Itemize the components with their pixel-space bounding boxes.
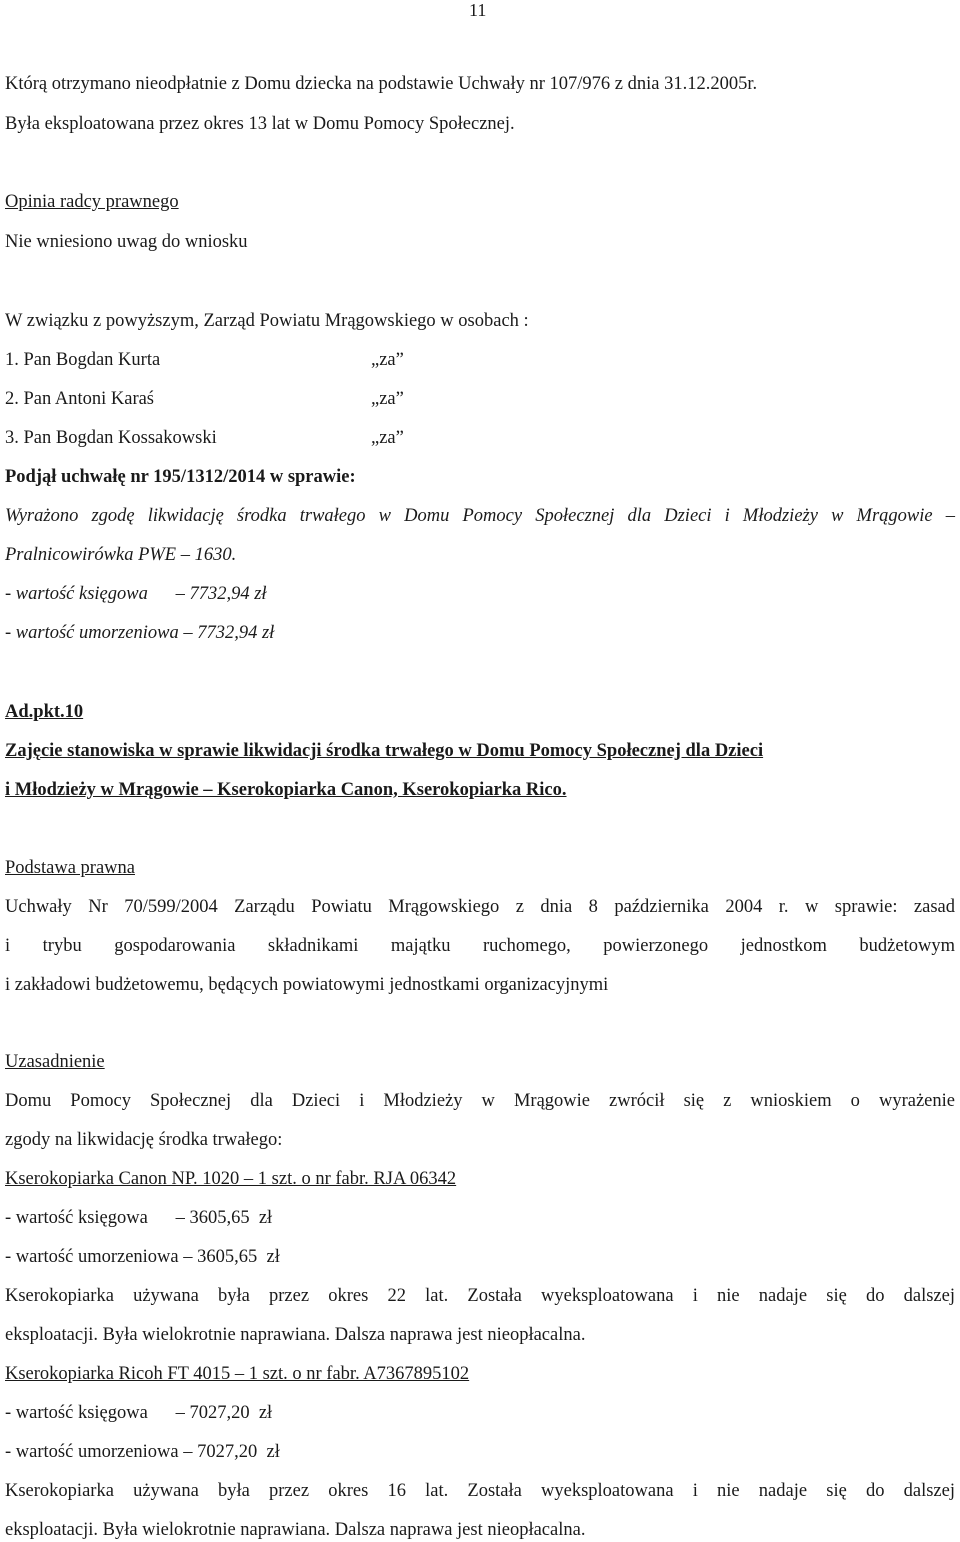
member-name: 2. Pan Antoni Karaś	[5, 389, 155, 409]
member-name: 1. Pan Bogdan Kurta	[5, 350, 161, 370]
item-1-note-1: Kserokopiarka używana była przez okres 22 lat. Została wyeksploatowana i nie nadaje się do dalszej	[5, 1286, 955, 1306]
vote-member-2	[5, 387, 404, 411]
legal-basis-line-2: i trybu gospodarowania składnikami majątku ruchomego, powierzonego jednostkom budżetowym	[5, 936, 955, 956]
item-2-note-2: eksploatacji. Była wielokrotnie naprawiana. Dalsza naprawa jest nieopłacalna.	[5, 1520, 586, 1540]
resolution-book-value: - wartość księgowa – 7732,94 zł	[5, 584, 267, 604]
legal-basis-line-3: i zakładowi budżetowemu, będących powiatowymi jednostkami organizacyjnymi	[5, 975, 609, 995]
member-vote: „za”	[371, 389, 404, 409]
legal-basis-line-1: Uchwały Nr 70/599/2004 Zarządu Powiatu Mrągowskiego z dnia 8 października 2004 r. w sprawie: zasad	[5, 897, 955, 917]
vote-member-3	[5, 426, 404, 450]
justification-line-2: zgody na likwidację środka trwałego:	[5, 1130, 283, 1150]
resolution-depreciation-value: - wartość umorzeniowa – 7732,94 zł	[5, 623, 275, 643]
page-number: 11	[469, 0, 487, 20]
item-2-name: Kserokopiarka Ricoh FT 4015 – 1 szt. o nr fabr. A7367895102	[5, 1364, 470, 1384]
item-1-note-2: eksploatacji. Była wielokrotnie naprawiana. Dalsza naprawa jest nieopłacalna.	[5, 1325, 586, 1345]
vote-member-1	[5, 348, 404, 372]
justification-line-1: Domu Pomocy Społecznej dla Dzieci i Młodzieży w Mrągowie zwrócił się z wnioskiem o wyrażenie	[5, 1091, 955, 1111]
member-vote: „za”	[371, 350, 404, 370]
justification-heading: Uzasadnienie	[5, 1052, 105, 1072]
item-2-book-value: - wartość księgowa – 7027,20 zł	[5, 1403, 273, 1423]
member-name: 3. Pan Bogdan Kossakowski	[5, 428, 217, 448]
item-1-name: Kserokopiarka Canon NP. 1020 – 1 szt. o nr fabr. RJA 06342	[5, 1169, 457, 1189]
item-1-book-value: - wartość księgowa – 3605,65 zł	[5, 1208, 273, 1228]
intro-line-2: Była eksploatowana przez okres 13 lat w Domu Pomocy Społecznej.	[5, 114, 515, 134]
item-2-note-1: Kserokopiarka używana była przez okres 16 lat. Została wyeksploatowana i nie nadaje się do dalszej	[5, 1481, 955, 1501]
item-1-depreciation-value: - wartość umorzeniowa – 3605,65 zł	[5, 1247, 280, 1267]
point-title-line-2: i Młodzieży w Mrągowie – Kserokopiarka Canon, Kserokopiarka Rico.	[5, 780, 567, 800]
point-label: Ad.pkt.10	[5, 702, 84, 722]
legal-opinion-text: Nie wniesiono uwag do wniosku	[5, 232, 248, 252]
legal-basis-heading: Podstawa prawna	[5, 858, 135, 878]
vote-intro: W związku z powyższym, Zarząd Powiatu Mrągowskiego w osobach :	[5, 311, 529, 331]
resolution-heading: Podjął uchwałę nr 195/1312/2014 w sprawie:	[5, 467, 356, 487]
legal-opinion-heading: Opinia radcy prawnego	[5, 192, 179, 212]
resolution-line-1: Wyrażono zgodę likwidację środka trwałego w Domu Pomocy Społecznej dla Dzieci i Młodzieży w Mrągowie –	[5, 506, 955, 526]
item-2-depreciation-value: - wartość umorzeniowa – 7027,20 zł	[5, 1442, 280, 1462]
intro-line-1: Którą otrzymano nieodpłatnie z Domu dziecka na podstawie Uchwały nr 107/976 z dnia 31.12.2005r.	[5, 74, 758, 94]
member-vote: „za”	[371, 428, 404, 448]
point-title-line-1: Zajęcie stanowiska w sprawie likwidacji środka trwałego w Domu Pomocy Społecznej dla Dzieci	[5, 741, 764, 761]
resolution-line-2: Pralnicowirówka PWE – 1630.	[5, 545, 237, 565]
